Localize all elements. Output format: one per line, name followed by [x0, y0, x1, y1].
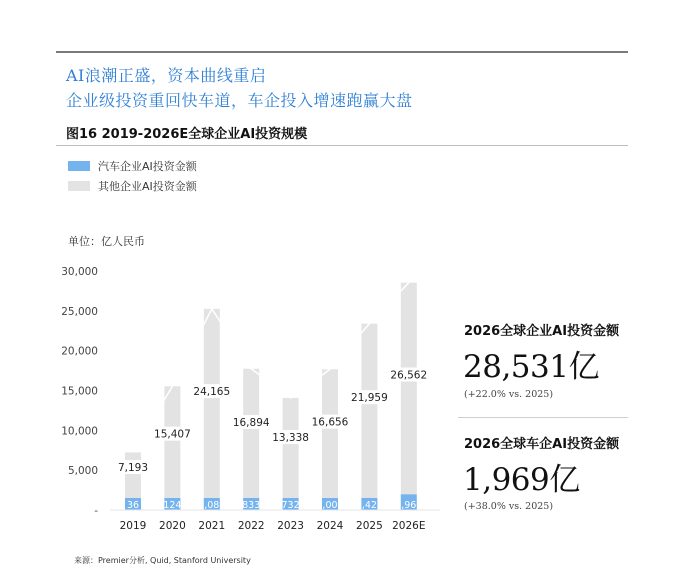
- y-tick-label: -: [94, 505, 98, 517]
- data-label-auto: 36: [126, 500, 140, 511]
- kpi-enterprise-title: 2026全球企业AI投资金额: [464, 324, 620, 339]
- y-tick-label: 5,000: [67, 465, 98, 478]
- x-tick-label: 2019: [119, 520, 147, 532]
- legend-label-other: 其他企业AI投资金额: [98, 180, 197, 193]
- data-label-other: 7,193: [117, 462, 149, 475]
- y-tick-label: 15,000: [61, 385, 98, 398]
- bar-other: [283, 398, 299, 504]
- data-label-auto: 1,007: [316, 500, 344, 511]
- x-tick-label: 2020: [159, 520, 186, 532]
- x-tick-label: 2022: [237, 520, 265, 532]
- data-label-other: 26,562: [390, 369, 428, 382]
- data-label-auto: 1,427: [355, 500, 384, 511]
- headline-primary: AI浪潮正盛，资本曲线重启: [66, 66, 267, 85]
- data-label-other: 13,338: [272, 432, 309, 445]
- y-tick-label: 20,000: [61, 345, 98, 358]
- kpi-auto-title: 2026全球车企AI投资金额: [464, 437, 620, 452]
- x-tick-label: 2021: [198, 520, 226, 532]
- data-label-other: 21,959: [351, 392, 388, 405]
- bar-other: [361, 324, 377, 499]
- data-label-auto: 732: [281, 500, 300, 511]
- data-label-auto: 124: [163, 500, 182, 511]
- y-tick-label: 10,000: [61, 425, 98, 438]
- data-label-other: 16,656: [311, 416, 349, 429]
- data-label-other: 24,165: [193, 386, 231, 399]
- bar-other: [204, 309, 220, 502]
- kpi-auto-value: 1,969亿: [463, 462, 580, 498]
- y-tick-label: 25,000: [61, 305, 98, 318]
- legend-label-auto: 汽车企业AI投资金额: [98, 160, 197, 173]
- data-label-other: 15,407: [154, 428, 191, 441]
- headline-secondary: 企业级投资重回快车道，车企投入增速跑赢大盘: [66, 91, 413, 110]
- bar-other: [401, 283, 417, 495]
- unit-label: 单位：亿人民币: [68, 235, 145, 248]
- kpi-enterprise-value: 28,531亿: [463, 349, 599, 385]
- bar-other: [243, 369, 259, 504]
- x-tick-label: 2025: [356, 520, 383, 532]
- kpi-auto-growth: (+38.0% vs. 2025): [464, 501, 554, 512]
- source-note: 来源：Premier分析, Quid, Stanford University: [74, 556, 251, 565]
- data-label-auto: 1,969: [395, 500, 423, 511]
- data-label-other: 16,894: [232, 417, 270, 430]
- data-label-auto: 833: [242, 500, 261, 511]
- x-tick-label: 2026E: [392, 520, 426, 532]
- x-tick-label: 2024: [316, 520, 344, 532]
- y-tick-label: 30,000: [61, 266, 98, 278]
- kpi-divider: [458, 417, 628, 418]
- figure-title: 图16 2019-2026E全球企业AI投资规模: [66, 127, 308, 142]
- x-tick-label: 2023: [277, 520, 304, 532]
- data-label-auto: 1,086: [198, 500, 226, 511]
- kpi-enterprise-growth: (+22.0% vs. 2025): [464, 389, 554, 400]
- bar-other: [322, 369, 338, 502]
- bar-other: [164, 386, 180, 509]
